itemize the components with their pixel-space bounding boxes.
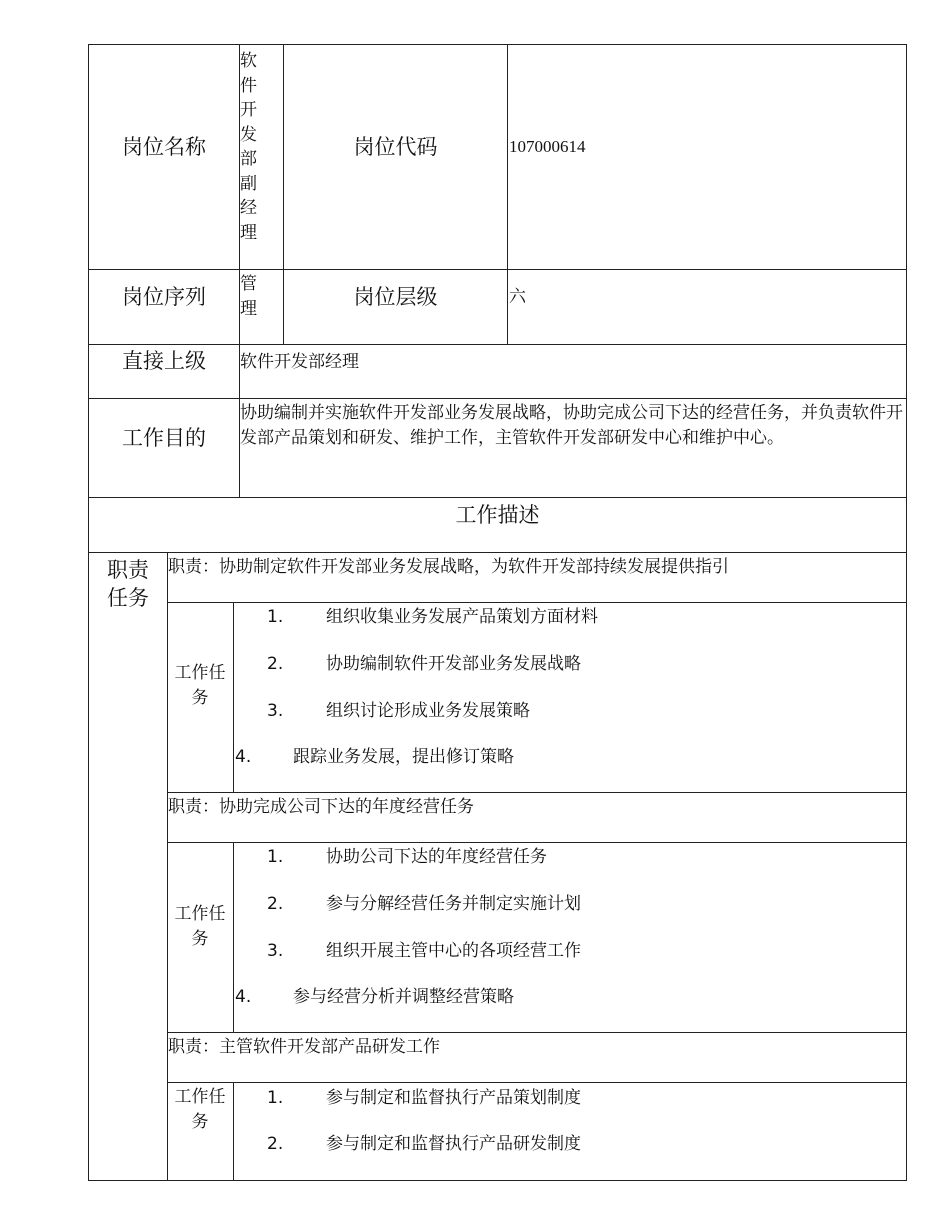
- position-name-label: 岗位名称: [122, 135, 206, 159]
- task-number: 4.: [235, 747, 252, 767]
- task-text: 协助公司下达的年度经营任务: [326, 847, 547, 867]
- row-divider: [88, 344, 907, 345]
- row-divider: [167, 1032, 907, 1033]
- task-number: 2.: [267, 654, 284, 674]
- row-divider: [167, 1082, 907, 1083]
- task-text: 参与制定和监督执行产品策划制度: [326, 1088, 581, 1108]
- tasks-label: 工作任务: [174, 1087, 226, 1132]
- task-text: 跟踪业务发展，提出修订策略: [293, 747, 514, 767]
- position-level-value: 六: [509, 287, 526, 307]
- col-divider: [233, 842, 234, 1033]
- duty-title: 职责：协助制定软件开发部业务发展战略，为软件开发部持续发展提供指引: [168, 557, 729, 577]
- row-divider: [88, 269, 907, 270]
- position-series-label: 岗位序列: [122, 285, 206, 309]
- task-number: 1.: [267, 607, 284, 627]
- task-number: 3.: [267, 701, 284, 721]
- row-divider: [88, 497, 907, 498]
- task-number: 3.: [267, 941, 284, 961]
- position-code-label: 岗位代码: [353, 135, 438, 159]
- row-divider: [167, 792, 907, 793]
- duty-title: 职责：协助完成公司下达的年度经营任务: [168, 797, 474, 817]
- task-text: 组织开展主管中心的各项经营工作: [326, 941, 581, 961]
- description-title: 工作描述: [455, 503, 540, 527]
- superior-label: 直接上级: [122, 349, 206, 373]
- purpose-label: 工作目的: [122, 426, 206, 450]
- task-number: 1.: [267, 1088, 284, 1108]
- duties-label: 职责任务: [107, 558, 149, 610]
- tasks-label: 工作任务: [174, 904, 226, 949]
- task-number: 2.: [267, 894, 284, 914]
- task-number: 2.: [267, 1134, 284, 1154]
- col-divider: [233, 602, 234, 793]
- task-text: 协助编制软件开发部业务发展战略: [326, 654, 581, 674]
- task-text: 组织讨论形成业务发展策略: [326, 701, 530, 721]
- task-text: 参与分解经营任务并制定实施计划: [326, 894, 581, 914]
- task-text: 组织收集业务发展产品策划方面材料: [326, 607, 598, 627]
- task-number: 1.: [267, 847, 284, 867]
- task-text: 参与经营分析并调整经营策略: [293, 987, 514, 1007]
- task-text: 参与制定和监督执行产品研发制度: [326, 1134, 581, 1154]
- position-series-value: 管理: [240, 274, 257, 319]
- col-divider: [233, 1082, 234, 1181]
- tasks-label: 工作任务: [174, 663, 226, 708]
- row-divider: [167, 602, 907, 603]
- position-code-value: 107000614: [509, 137, 586, 156]
- row-divider: [88, 398, 907, 399]
- duty-title: 职责：主管软件开发部产品研发工作: [168, 1037, 440, 1057]
- task-number: 4.: [235, 987, 252, 1007]
- position-level-label: 岗位层级: [353, 285, 438, 309]
- row-divider: [167, 842, 907, 843]
- col-divider: [507, 44, 508, 345]
- position-name-value: 软件开发部副经理: [240, 51, 257, 243]
- superior-value: 软件开发部经理: [240, 352, 359, 372]
- row-divider: [88, 552, 907, 553]
- purpose-value: 协助编制并实施软件开发部业务发展战略，协助完成公司下达的经营任务，并负责软件开发部产品策划和研发、维护工作，主管软件开发部研发中心和维护中心。: [240, 403, 903, 448]
